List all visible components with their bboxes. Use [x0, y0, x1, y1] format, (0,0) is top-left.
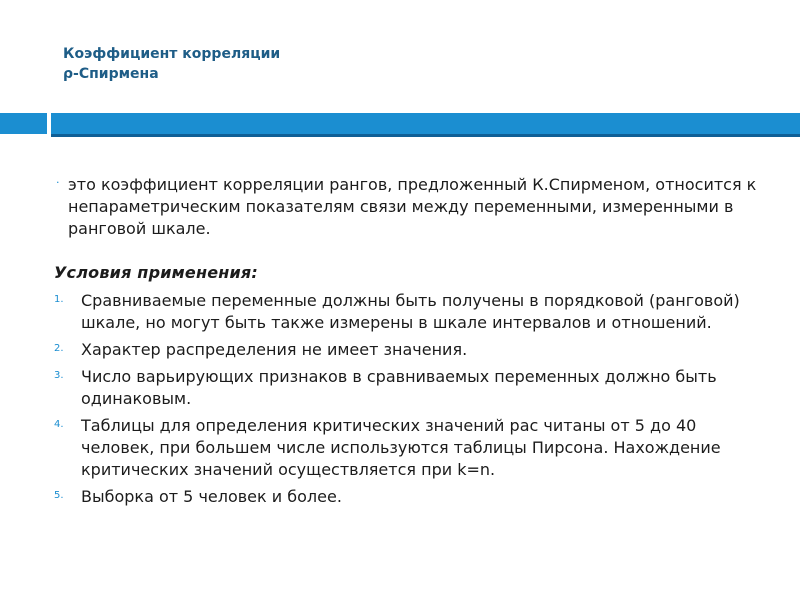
condition-item — [54, 415, 774, 481]
slide-title-line-2: ρ-Спирмена — [63, 66, 159, 82]
condition-text: Таблицы для определения критических значений рас читаны от 5 до 40 человек, при большем числе используются таблицы Пирсона. Нахождение критических значений осуществляется при k=n. — [81, 416, 721, 479]
slide-content — [54, 174, 774, 513]
condition-item — [54, 290, 774, 334]
condition-number: 1. — [54, 294, 64, 305]
bullet-dot-icon: · — [56, 176, 60, 189]
condition-item — [54, 339, 774, 361]
header-band-right — [51, 113, 800, 134]
conditions-list — [54, 290, 774, 508]
condition-text: Характер распределения не имеет значения. — [81, 340, 468, 359]
condition-text: Число варьирующих признаков в сравниваемых переменных должно быть одинаковым. — [81, 367, 717, 408]
slide-title-line-1: Коэффициент корреляции — [63, 46, 281, 62]
header-band-left — [0, 113, 47, 134]
definition-bullet — [54, 174, 774, 240]
conditions-heading: Условия применения: — [54, 263, 259, 282]
condition-number: 2. — [54, 343, 64, 354]
condition-text: Выборка от 5 человек и более. — [81, 487, 342, 506]
condition-item — [54, 366, 774, 410]
condition-text: Сравниваемые переменные должны быть получены в порядковой (ранговой) шкале, но могут быть также измерены в шкале интервалов и отношений. — [81, 291, 740, 332]
condition-item — [54, 486, 774, 508]
definition-text: это коэффициент корреляции рангов, предложенный К.Спирменом, относится к непараметрическим показателям связи между переменными, измеренными в ранговой шкале. — [68, 175, 757, 238]
header-band-underline — [51, 134, 800, 137]
slide-title — [63, 44, 280, 84]
condition-number: 3. — [54, 370, 64, 381]
condition-number: 5. — [54, 490, 64, 501]
condition-number: 4. — [54, 419, 64, 430]
